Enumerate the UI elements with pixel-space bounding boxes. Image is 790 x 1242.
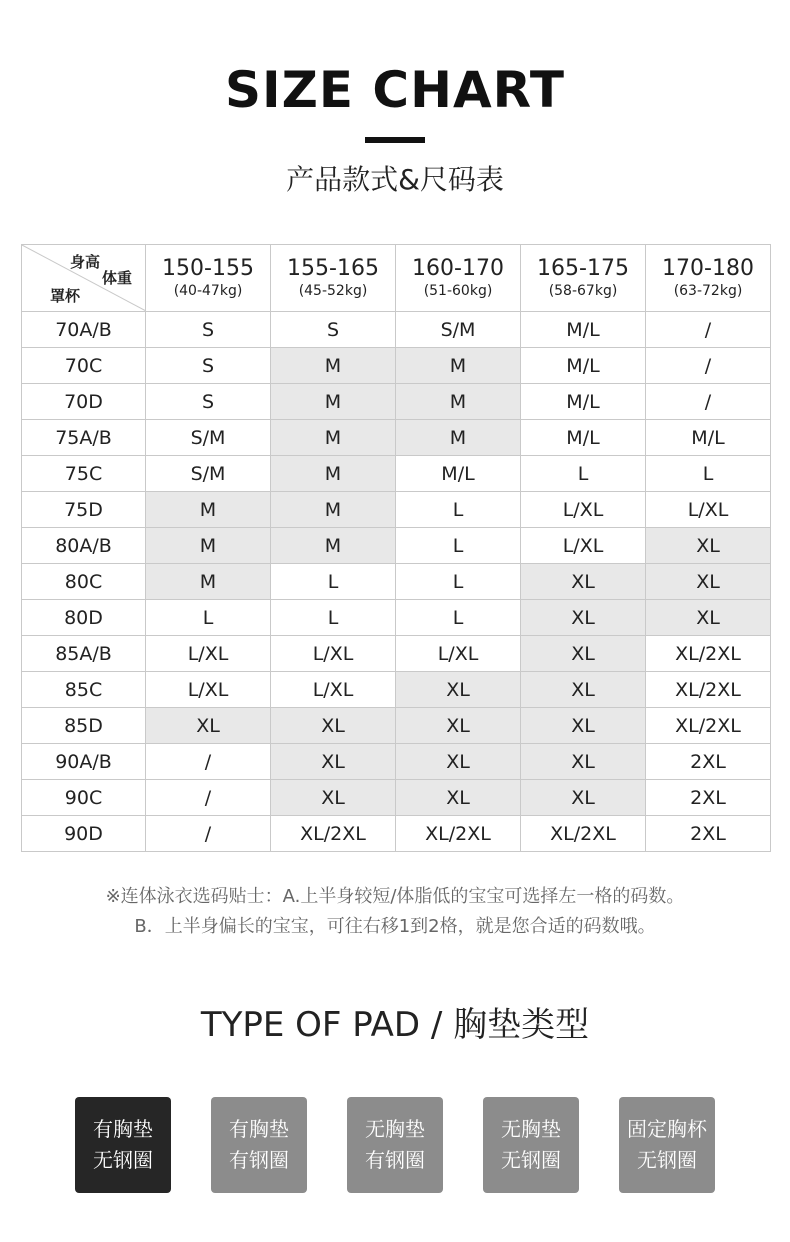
- table-header-row: [22, 245, 771, 312]
- height-range-label: 165-175: [537, 256, 629, 281]
- size-cell: /: [646, 312, 771, 348]
- size-cell: XL: [521, 564, 646, 600]
- column-header-5: [646, 245, 771, 312]
- size-cell: M: [271, 420, 396, 456]
- size-cell: XL: [271, 708, 396, 744]
- size-cell: XL: [271, 744, 396, 780]
- pad-type-line-2: 无钢圈: [93, 1148, 153, 1172]
- pad-type-line-1: 有胸垫: [93, 1117, 153, 1141]
- table-row: [22, 780, 771, 816]
- size-cell: XL: [396, 744, 521, 780]
- size-cell: L: [396, 600, 521, 636]
- height-range-label: 150-155: [162, 256, 254, 281]
- size-cell: M: [396, 420, 521, 456]
- size-cell: M/L: [521, 312, 646, 348]
- cup-size-label: 75D: [22, 492, 146, 528]
- weight-range-label: (58-67kg): [548, 283, 618, 299]
- table-row: [22, 384, 771, 420]
- pad-type-line-2: 无钢圈: [501, 1148, 561, 1172]
- size-cell: S/M: [396, 312, 521, 348]
- size-cell: L: [146, 600, 271, 636]
- page-subtitle: 产品款式&尺码表: [286, 163, 504, 196]
- size-cell: L: [271, 564, 396, 600]
- size-cell: M: [271, 492, 396, 528]
- cup-size-label: 85A/B: [22, 636, 146, 672]
- size-cell: M: [396, 348, 521, 384]
- size-cell: L: [396, 528, 521, 564]
- size-cell: /: [146, 744, 271, 780]
- height-range-label: 170-180: [662, 256, 754, 281]
- size-cell: L: [646, 456, 771, 492]
- size-cell: L/XL: [646, 492, 771, 528]
- size-cell: M: [396, 384, 521, 420]
- weight-range-label: (45-52kg): [298, 283, 368, 299]
- size-cell: 2XL: [646, 744, 771, 780]
- pad-type-line-2: 有钢圈: [365, 1148, 425, 1172]
- size-cell: XL: [396, 780, 521, 816]
- pad-type-line-1: 固定胸杯: [627, 1117, 707, 1141]
- size-cell: XL: [646, 600, 771, 636]
- size-cell: XL/2XL: [646, 636, 771, 672]
- size-cell: XL: [521, 744, 646, 780]
- size-cell: M: [271, 384, 396, 420]
- size-cell: XL: [521, 672, 646, 708]
- table-row: [22, 672, 771, 708]
- size-cell: XL: [646, 564, 771, 600]
- size-cell: XL: [521, 780, 646, 816]
- pad-type-line-1: 有胸垫: [229, 1117, 289, 1141]
- cup-size-label: 70A/B: [22, 312, 146, 348]
- size-cell: XL: [396, 672, 521, 708]
- table-row: [22, 564, 771, 600]
- size-cell: XL: [521, 636, 646, 672]
- cup-size-label: 75C: [22, 456, 146, 492]
- table-row: [22, 528, 771, 564]
- pad-type-option-4: [483, 1097, 579, 1193]
- column-header-3: [396, 245, 521, 312]
- size-cell: S: [146, 312, 271, 348]
- size-cell: S: [271, 312, 396, 348]
- size-cell: XL: [521, 600, 646, 636]
- size-cell: XL: [396, 708, 521, 744]
- pad-type-option-1: [75, 1097, 171, 1193]
- size-chart-table: [21, 244, 771, 852]
- table-row: [22, 636, 771, 672]
- size-cell: S/M: [146, 420, 271, 456]
- size-cell: M: [271, 348, 396, 384]
- size-cell: /: [646, 384, 771, 420]
- table-row: [22, 816, 771, 852]
- table-row: [22, 420, 771, 456]
- cup-size-label: 85C: [22, 672, 146, 708]
- pad-type-line-1: 无胸垫: [365, 1117, 425, 1141]
- size-cell: M/L: [646, 420, 771, 456]
- pad-type-option-2: [211, 1097, 307, 1193]
- size-cell: XL: [271, 780, 396, 816]
- size-cell: XL/2XL: [646, 672, 771, 708]
- size-cell: XL: [146, 708, 271, 744]
- table-row: [22, 456, 771, 492]
- size-cell: S: [146, 384, 271, 420]
- size-cell: XL/2XL: [271, 816, 396, 852]
- cup-size-label: 70C: [22, 348, 146, 384]
- size-cell: M/L: [521, 420, 646, 456]
- size-cell: L/XL: [271, 636, 396, 672]
- cup-size-label: 80A/B: [22, 528, 146, 564]
- table-row: [22, 348, 771, 384]
- size-cell: L/XL: [521, 528, 646, 564]
- table-row: [22, 744, 771, 780]
- size-cell: L/XL: [146, 672, 271, 708]
- size-cell: M: [146, 492, 271, 528]
- size-cell: M: [146, 528, 271, 564]
- cup-size-label: 75A/B: [22, 420, 146, 456]
- size-cell: L/XL: [396, 636, 521, 672]
- pad-type-option-5: [619, 1097, 715, 1193]
- size-cell: M: [271, 528, 396, 564]
- title-underline: [365, 137, 425, 143]
- table-row: [22, 492, 771, 528]
- table-row: [22, 600, 771, 636]
- size-cell: XL/2XL: [396, 816, 521, 852]
- size-cell: XL: [646, 528, 771, 564]
- page-title: SIZE CHART: [224, 61, 566, 119]
- table-row: [22, 708, 771, 744]
- weight-range-label: (40-47kg): [173, 283, 243, 299]
- size-cell: S: [146, 348, 271, 384]
- cup-size-label: 70D: [22, 384, 146, 420]
- column-header-4: [521, 245, 646, 312]
- size-cell: 2XL: [646, 816, 771, 852]
- size-cell: /: [646, 348, 771, 384]
- cup-size-label: 90D: [22, 816, 146, 852]
- size-cell: M/L: [521, 348, 646, 384]
- size-cell: L: [396, 492, 521, 528]
- weight-range-label: (51-60kg): [423, 283, 493, 299]
- size-cell: L: [271, 600, 396, 636]
- size-cell: L/XL: [146, 636, 271, 672]
- size-cell: XL: [521, 708, 646, 744]
- corner-height-label: 身高: [70, 253, 101, 271]
- size-cell: /: [146, 780, 271, 816]
- size-cell: XL/2XL: [646, 708, 771, 744]
- column-header-1: [146, 245, 271, 312]
- size-cell: M: [271, 456, 396, 492]
- size-cell: M/L: [396, 456, 521, 492]
- cup-size-label: 85D: [22, 708, 146, 744]
- cup-size-label: 80D: [22, 600, 146, 636]
- size-cell: L: [521, 456, 646, 492]
- pad-type-line-1: 无胸垫: [501, 1117, 561, 1141]
- table-row: [22, 312, 771, 348]
- size-cell: M: [146, 564, 271, 600]
- size-cell: /: [146, 816, 271, 852]
- size-cell: XL/2XL: [521, 816, 646, 852]
- size-cell: L/XL: [521, 492, 646, 528]
- cup-size-label: 90A/B: [22, 744, 146, 780]
- pad-type-line-2: 无钢圈: [637, 1148, 697, 1172]
- cup-size-label: 80C: [22, 564, 146, 600]
- tip-line-1: ※连体泳衣选码贴士：A.上半身较短/体脂低的宝宝可选择左一格的码数。: [105, 886, 685, 907]
- size-cell: L/XL: [271, 672, 396, 708]
- corner-cup-label: 罩杯: [50, 287, 81, 305]
- corner-header-cell: [22, 245, 146, 312]
- tip-line-2: B．上半身偏长的宝宝，可往右移1到2格，就是您合适的码数哦。: [134, 916, 656, 937]
- weight-range-label: (63-72kg): [673, 283, 743, 299]
- cup-size-label: 90C: [22, 780, 146, 816]
- size-cell: S/M: [146, 456, 271, 492]
- pad-type-line-2: 有钢圈: [229, 1148, 289, 1172]
- corner-weight-label: 体重: [102, 269, 133, 287]
- pad-type-option-3: [347, 1097, 443, 1193]
- height-range-label: 155-165: [287, 256, 379, 281]
- height-range-label: 160-170: [412, 256, 504, 281]
- pad-section-title: TYPE OF PAD / 胸垫类型: [200, 1005, 590, 1045]
- size-cell: M/L: [521, 384, 646, 420]
- column-header-2: [271, 245, 396, 312]
- size-cell: L: [396, 564, 521, 600]
- size-cell: 2XL: [646, 780, 771, 816]
